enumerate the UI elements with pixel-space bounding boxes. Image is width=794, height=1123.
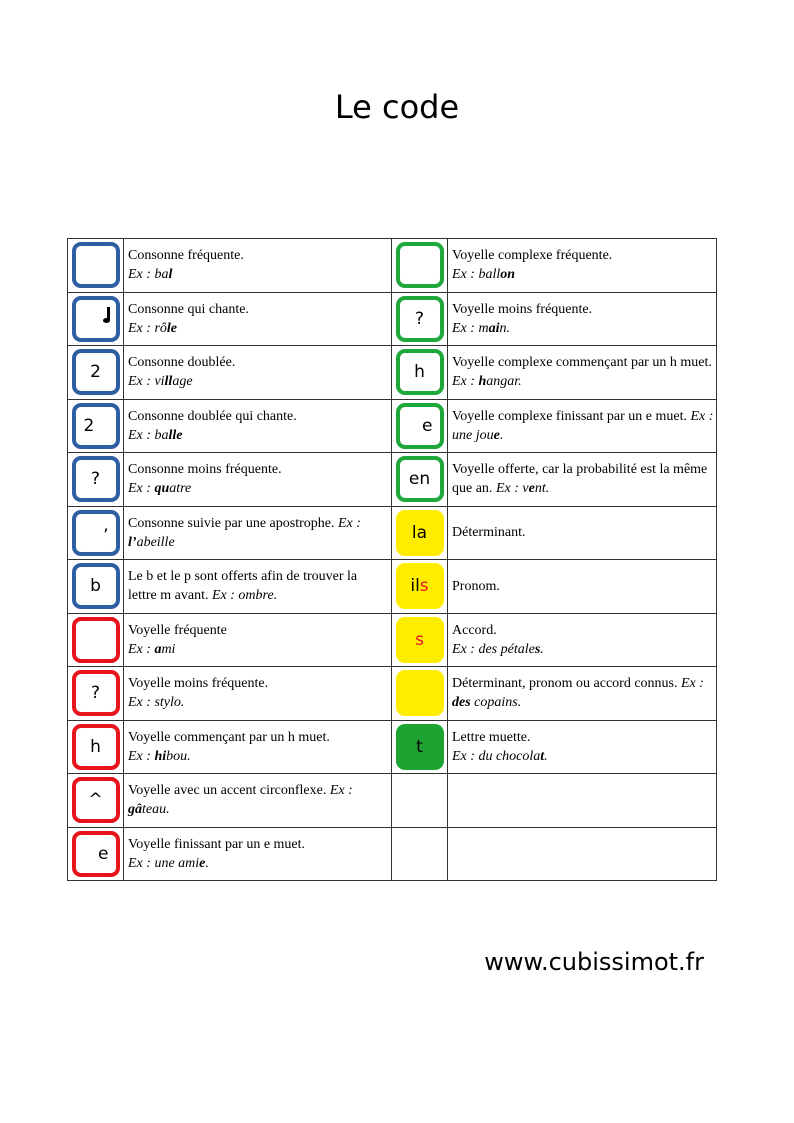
code-row (68, 720, 717, 774)
example-highlight: l (168, 267, 173, 283)
example-part: mi (161, 641, 176, 657)
example-highlight: lle (168, 427, 183, 443)
code-icon-cell (392, 667, 448, 721)
code-description-cell (448, 560, 717, 614)
example-text (452, 642, 544, 657)
example-part: ball (478, 267, 501, 283)
blue-note-icon (72, 296, 120, 342)
icon-glyph (400, 309, 440, 329)
code-icon-cell (68, 399, 124, 453)
example-prefix: Ex : (128, 427, 155, 443)
code-description-cell (448, 399, 717, 453)
example-highlight: s (534, 641, 541, 657)
code-icon-cell (392, 239, 448, 293)
code-icon-cell (68, 292, 124, 346)
example-highlight: e (199, 855, 206, 871)
icon-glyph-text: ? (414, 308, 425, 329)
example-prefix: Ex : (329, 783, 353, 799)
example-prefix: Ex : (128, 695, 155, 711)
description-text: Voyelle complexe finissant par un e muet. (452, 408, 687, 424)
code-row (68, 613, 717, 667)
empty-cell (448, 827, 717, 881)
icon-glyph (76, 526, 116, 546)
example-text (452, 321, 510, 336)
empty-cell (392, 774, 448, 828)
red-question-icon (72, 670, 120, 716)
icon-glyph (400, 469, 440, 489)
icon-glyph-text: en (408, 469, 431, 490)
icon-glyph-text: ^ (88, 790, 103, 811)
icon-glyph-text: ? (90, 469, 101, 490)
code-icon-cell (68, 560, 124, 614)
example-highlight: le (166, 320, 177, 336)
icon-glyph (396, 523, 444, 543)
blue-question-icon (72, 456, 120, 502)
code-icon-cell (68, 827, 124, 881)
icon-glyph-text: 2 (90, 362, 101, 383)
empty-cell (448, 774, 717, 828)
red-circumflex-icon (72, 777, 120, 823)
code-row (68, 292, 717, 346)
example-highlight: e (493, 427, 500, 443)
example-text (128, 695, 184, 710)
code-row (68, 399, 717, 453)
code-table (67, 238, 717, 881)
code-icon-cell (392, 292, 448, 346)
example-text (128, 856, 209, 871)
green-t-icon (396, 724, 444, 770)
code-description-cell (448, 720, 717, 774)
description-text: Voyelle fréquente (128, 622, 227, 638)
page-title: Le code (334, 88, 460, 126)
example-part: . (540, 641, 544, 657)
code-description-cell (124, 399, 392, 453)
red-e-icon (72, 831, 120, 877)
description-text: Pronom. (452, 578, 500, 594)
green-square-icon (396, 242, 444, 288)
icon-glyph (76, 469, 116, 489)
example-text (128, 374, 193, 389)
example-part: vi (154, 374, 165, 390)
example-prefix: Ex : (337, 515, 361, 531)
code-icon-cell (392, 399, 448, 453)
example-text (452, 267, 515, 282)
blue-b-icon (72, 563, 120, 609)
example-highlight: e (528, 481, 535, 497)
description-text: Déterminant, pronom ou accord connus. (452, 676, 678, 692)
example-part: des pétale (478, 641, 535, 657)
icon-glyph-text: ’ (103, 525, 109, 546)
code-description-cell (124, 506, 392, 560)
example-prefix: Ex : (128, 748, 155, 764)
example-part: ba (154, 427, 169, 443)
description-text: Voyelle offerte, car la probabilité est la même que an. (452, 462, 708, 497)
code-description-cell (124, 774, 392, 828)
example-prefix: Ex : (690, 408, 714, 424)
green-en-icon (396, 456, 444, 502)
icon-glyph-text: ? (90, 683, 101, 704)
green-h-icon (396, 349, 444, 395)
example-prefix: Ex : (452, 267, 479, 283)
code-description-cell (448, 453, 717, 507)
icon-glyph-text: b (90, 576, 101, 597)
code-icon-cell (68, 506, 124, 560)
example-text (128, 428, 182, 443)
code-icon-cell (392, 346, 448, 400)
example-prefix: Ex : (211, 588, 239, 604)
example-text (128, 481, 191, 496)
code-icon-cell (68, 346, 124, 400)
description-text: Le b et le p sont offerts afin de trouver la lettre m avant. (128, 569, 358, 604)
icon-glyph (76, 844, 116, 864)
example-text (128, 321, 177, 336)
description-text: Consonne fréquente. (128, 248, 244, 264)
music-note-icon (100, 307, 110, 323)
example-text (128, 267, 172, 282)
code-icon-cell (68, 667, 124, 721)
red-h-icon (72, 724, 120, 770)
icon-glyph (400, 362, 440, 382)
example-part: ombre. (238, 588, 278, 604)
description-text: Voyelle moins fréquente. (452, 301, 593, 317)
icon-glyph (76, 576, 116, 596)
icon-glyph (76, 790, 116, 810)
example-text (452, 749, 548, 764)
example-highlight: qu (154, 481, 170, 497)
icon-glyph (400, 416, 440, 436)
example-prefix: Ex : (128, 641, 155, 657)
code-icon-cell (68, 720, 124, 774)
example-part: age (172, 374, 193, 390)
code-icon-cell (392, 613, 448, 667)
example-highlight: h (478, 374, 487, 390)
description-text: Consonne qui chante. (128, 301, 249, 317)
icon-glyph (76, 683, 116, 703)
description-text: Voyelle moins fréquente. (128, 676, 269, 692)
description-text: Voyelle finissant par un e muet. (128, 836, 306, 852)
example-prefix: Ex : (452, 374, 479, 390)
code-icon-cell (392, 560, 448, 614)
example-prefix: Ex : (128, 855, 155, 871)
icon-glyph-text: h (90, 736, 101, 757)
code-description-cell (124, 346, 392, 400)
description-text: Déterminant. (452, 525, 526, 541)
example-prefix: Ex : (128, 374, 155, 390)
example-part: stylo. (154, 695, 185, 711)
example-part: n. (499, 320, 510, 336)
code-row (68, 346, 717, 400)
code-description-cell (448, 506, 717, 560)
code-icon-cell (68, 774, 124, 828)
icon-glyph-text: t (416, 736, 423, 757)
code-icon-cell (68, 453, 124, 507)
example-part: . (205, 855, 209, 871)
example-highlight: a (154, 641, 162, 657)
code-icon-cell (68, 239, 124, 293)
example-part: abeille (136, 534, 175, 550)
code-description-cell (124, 560, 392, 614)
example-part: angar. (486, 374, 522, 390)
description-text: Consonne doublée. (128, 355, 236, 371)
website-url: www.cubissimot.fr (484, 948, 704, 976)
description-text: Voyelle commençant par un h muet. (128, 729, 330, 745)
code-icon-cell (392, 720, 448, 774)
example-highlight: t (540, 748, 545, 764)
icon-glyph-text: s (415, 629, 424, 650)
example-highlight: ai (488, 320, 500, 336)
example-part: une jou (452, 427, 494, 443)
example-part: atre (169, 481, 192, 497)
code-description-cell (124, 613, 392, 667)
example-text (496, 481, 549, 496)
example-part: du chocola (478, 748, 541, 764)
code-icon-cell (392, 506, 448, 560)
example-highlight: l’ (128, 534, 137, 550)
blue-square-icon (72, 242, 120, 288)
example-highlight: on (500, 267, 516, 283)
icon-glyph (396, 576, 444, 596)
description-text: Voyelle avec un accent circonflexe. (128, 783, 327, 799)
icon-glyph-text: e (422, 415, 433, 436)
icon-glyph-text: e (98, 843, 109, 864)
yellow-la-icon (396, 510, 444, 556)
example-highlight: ll (164, 374, 173, 390)
yellow-ils-icon (396, 563, 444, 609)
example-part: bou. (166, 748, 191, 764)
blue-2-note-icon (72, 403, 120, 449)
example-part: . (544, 748, 548, 764)
code-description-cell (124, 292, 392, 346)
blue-2-icon (72, 349, 120, 395)
code-row (68, 453, 717, 507)
example-part: rô (154, 320, 167, 336)
code-description-cell (124, 453, 392, 507)
code-description-cell (448, 667, 717, 721)
example-part: nt. (534, 481, 550, 497)
example-prefix: Ex : (452, 748, 479, 764)
yellow-blank-icon (396, 670, 444, 716)
code-icon-cell (392, 453, 448, 507)
icon-glyph (396, 630, 444, 650)
description-text: Consonne suivie par une apostrophe. (128, 515, 335, 531)
example-prefix: Ex : (452, 641, 479, 657)
code-row (68, 560, 717, 614)
description-text: Voyelle complexe fréquente. (452, 248, 613, 264)
code-description-cell (124, 239, 392, 293)
example-text (128, 749, 191, 764)
code-description-cell (448, 239, 717, 293)
description-text: Consonne moins fréquente. (128, 462, 282, 478)
code-description-cell (124, 827, 392, 881)
icon-glyph-text: il (410, 576, 420, 597)
example-prefix: Ex : (681, 676, 704, 692)
example-part: teau. (142, 802, 170, 818)
example-highlight: hi (154, 748, 167, 764)
example-prefix: Ex : (128, 267, 155, 283)
example-part: copains. (470, 695, 522, 711)
icon-glyph-suffix: s (419, 576, 429, 597)
red-square-icon (72, 617, 120, 663)
icon-glyph-text: la (411, 522, 428, 543)
code-description-cell (124, 667, 392, 721)
example-part: v (522, 481, 529, 497)
code-description-cell (448, 613, 717, 667)
description-text: Voyelle complexe commençant par un h muet. (452, 355, 712, 371)
example-part: ba (154, 267, 169, 283)
code-row (68, 774, 717, 828)
icon-glyph (396, 737, 444, 757)
code-description-cell (448, 346, 717, 400)
code-row (68, 827, 717, 881)
code-description-cell (124, 720, 392, 774)
code-description-cell (448, 292, 717, 346)
green-e-icon (396, 403, 444, 449)
example-prefix: Ex : (452, 320, 479, 336)
code-row (68, 667, 717, 721)
example-part: une ami (154, 855, 200, 871)
description-text: Consonne doublée qui chante. (128, 408, 297, 424)
code-row (68, 506, 717, 560)
example-text (128, 642, 175, 657)
blue-apostrophe-icon (72, 510, 120, 556)
example-prefix: Ex : (495, 481, 523, 497)
example-text (452, 374, 522, 389)
example-highlight: des (452, 695, 471, 711)
empty-cell (392, 827, 448, 881)
music-note-icon (101, 413, 111, 429)
green-question-icon (396, 296, 444, 342)
icon-glyph (76, 737, 116, 757)
description-text: Accord. (452, 622, 497, 638)
icon-glyph (76, 362, 116, 382)
description-text: Lettre muette. (452, 729, 531, 745)
example-prefix: Ex : (128, 481, 155, 497)
icon-glyph-text: h (414, 362, 425, 383)
example-part: m (478, 320, 489, 336)
example-highlight: gâ (128, 802, 142, 818)
example-text (212, 588, 277, 603)
yellow-s-icon (396, 617, 444, 663)
code-icon-cell (68, 613, 124, 667)
example-prefix: Ex : (128, 320, 155, 336)
code-row (68, 239, 717, 293)
icon-glyph-text: 2 (83, 415, 95, 436)
example-part: . (499, 427, 504, 443)
